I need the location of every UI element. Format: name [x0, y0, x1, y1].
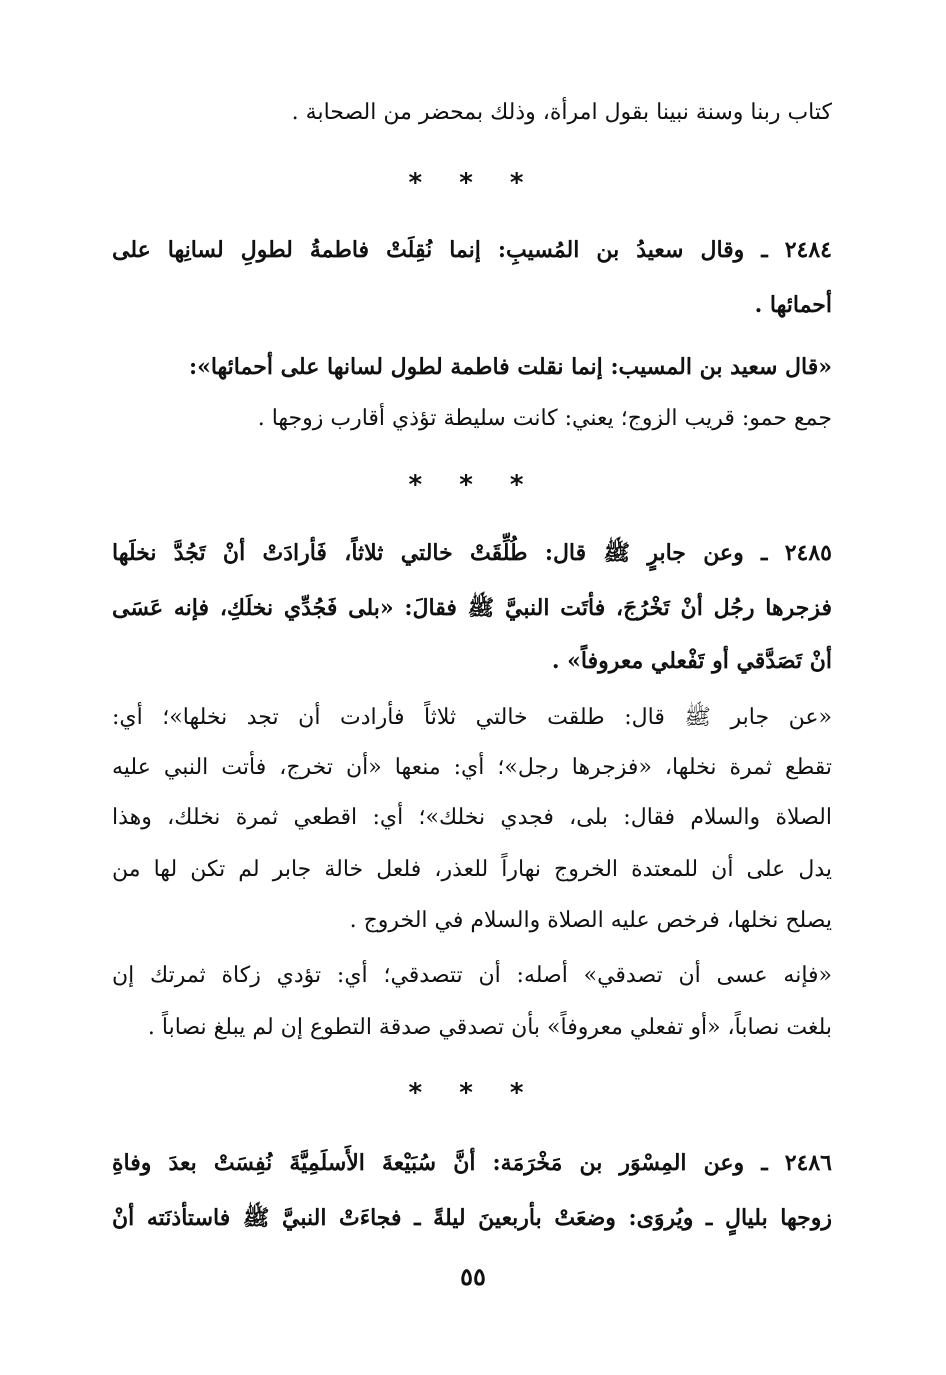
- section-separator: * * *: [408, 1078, 538, 1108]
- commentary-line: «عن جابر ﷺ قال: طلقت خالتي ثلاثاً فأرادت أن تجد نخلها»؛ أي:: [112, 705, 832, 730]
- commentary-line: «قال سعيد بن المسيب: إنما نقلت فاطمة لطول لسانها على أحمائها»:: [188, 354, 832, 380]
- commentary-line: بلغت نصاباً، «أو تفعلي معروفاً» بأن تصدقي صدقة التطوع إن لم يبلغ نصاباً .: [147, 1015, 832, 1040]
- commentary-line: تقطع ثمرة نخلها، «فزجرها رجل»؛ أي: منعها «أن تخرج، فأتت النبي عليه: [112, 755, 832, 780]
- hadith-2486-line: زوجها بليالٍ ـ ويُروَى: وضعَتْ بأربعينَ ليلةً ـ فجاءَتْ النبيَّ ﷺ فاستأذنَته أنْ: [112, 1205, 832, 1231]
- section-separator: * * *: [408, 470, 538, 500]
- commentary-line: يصلح نخلها، فرخص عليه الصلاة والسلام في الخروج .: [349, 908, 832, 933]
- hadith-2485-line: ٢٤٨٥ ـ وعن جابرٍ ﷺ قال: طُلِّقَتْ خالتي ثلاثاً، فَأرادَتْ أنْ تَجُدَّ نخلَها: [112, 540, 832, 566]
- hadith-2485-line: فزجرها رجُل أنْ تَخْرُجَ، فأتَت النبيَّ ﷺ فقالَ: «بلى فَجُدِّي نخلَكِ، فإنه عَسَى: [112, 595, 832, 621]
- commentary-line: جمع حمو: قريب الزوج؛ يعني: كانت سليطة تؤذي أقارب زوجها .: [257, 406, 832, 431]
- commentary-line: الصلاة والسلام فقال: بلى، فجدي نخلك»؛ أي: اقطعي ثمرة نخلك، وهذا: [112, 805, 832, 830]
- page-number: ٥٥: [460, 1262, 486, 1291]
- hadith-2484-line: أحمائها .: [754, 292, 832, 318]
- section-separator: * * *: [408, 168, 538, 198]
- text-line: كتاب ربنا وسنة نبينا بقول امرأة، وذلك بمحضر من الصحابة .: [291, 100, 832, 125]
- commentary-line: يدل على أن للمعتدة الخروج نهاراً للعذر، فلعل خالة جابر لم تكن لها من: [112, 857, 832, 882]
- commentary-line: «فإنه عسى أن تصدقي» أصله: أن تتصدقي؛ أي: تؤدي زكاة ثمرتك إن: [112, 963, 832, 988]
- hadith-2484-line: ٢٤٨٤ ـ وقال سعيدُ بن المُسيبِ: إنما نُقِلَتْ فاطمةُ لطولِ لسانِها على: [112, 237, 832, 263]
- hadith-2485-line: أنْ تَصَدَّقي أو تَفْعلي معروفاً» .: [551, 648, 832, 674]
- hadith-2486-line: ٢٤٨٦ ـ وعن المِسْوَر بن مَخْرَمَة: أنَّ سُبَيْعةَ الأَسلَمِيَّةَ نُفِسَتْ بعدَ وفاةِ: [112, 1150, 832, 1176]
